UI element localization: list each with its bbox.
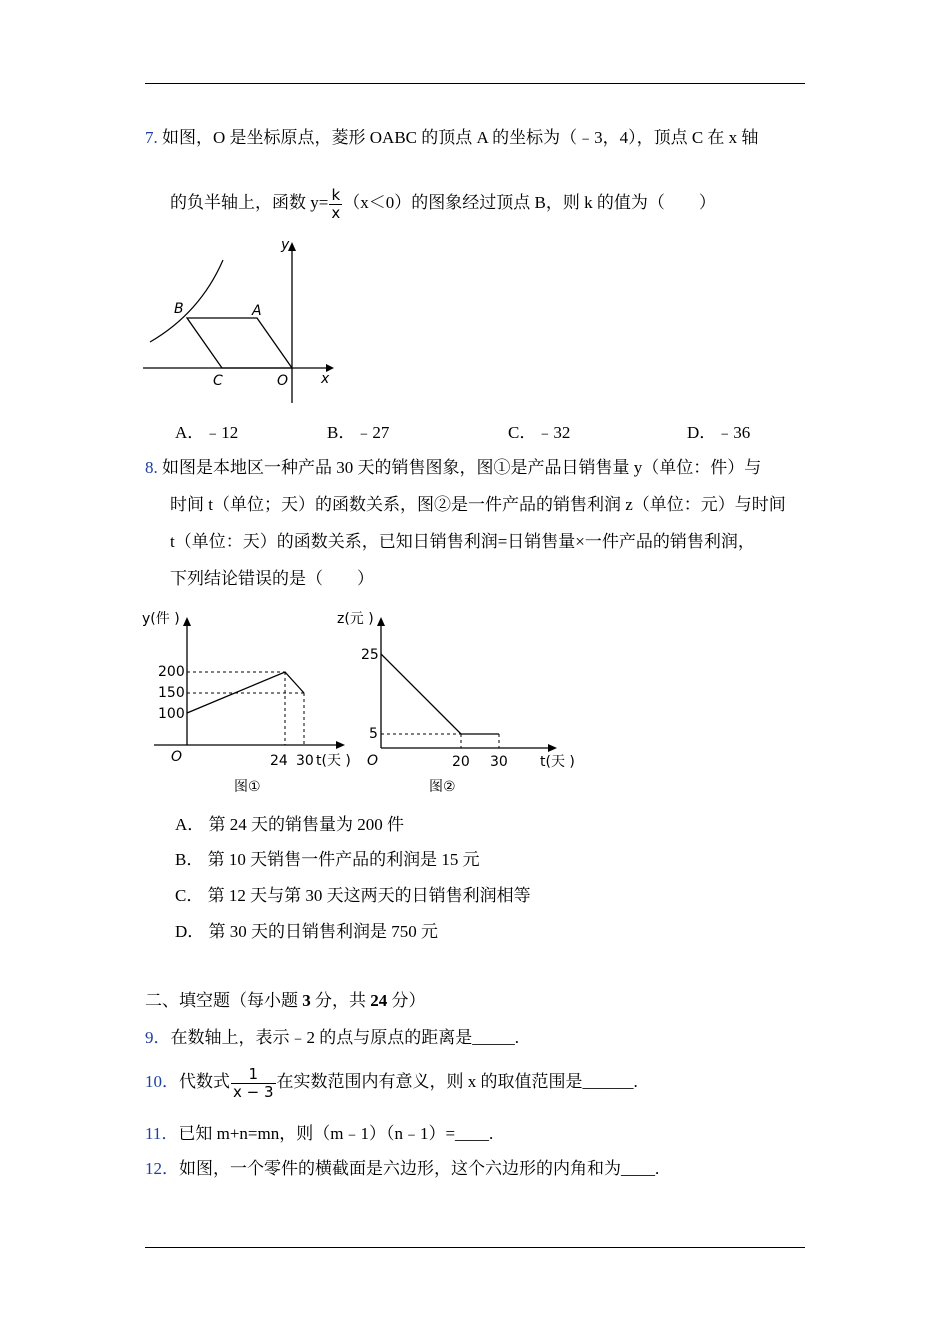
q12-text: 如图，一个零件的横截面是六边形，这个六边形的内角和为____. xyxy=(179,1159,660,1178)
header-rule xyxy=(145,83,805,84)
q7-frac-den: x xyxy=(331,203,341,222)
q8-figure-2 xyxy=(335,603,585,798)
q7-option-b: B．﹣27 xyxy=(327,423,390,442)
q7-text-line2-pre: 的负半轴上，函数 y= xyxy=(170,193,329,212)
footer-rule xyxy=(145,1247,805,1248)
q7-label-C: C xyxy=(213,373,223,389)
section2-heading xyxy=(145,990,426,1012)
q10-frac-den: x − 3 xyxy=(233,1082,274,1101)
q10-post: 在实数范围内有意义，则 x 的取值范围是______. xyxy=(276,1072,638,1091)
section2-points-total: 24 xyxy=(370,991,388,1010)
q8-line1 xyxy=(145,457,761,479)
fig2-y-arrow xyxy=(377,617,385,626)
q7-figure xyxy=(140,235,340,405)
q7-label-x: x xyxy=(321,371,330,387)
section2-post: 分） xyxy=(387,991,426,1010)
q9 xyxy=(145,1027,519,1049)
fig1-caption: 图① xyxy=(234,779,261,795)
q12-number: 12． xyxy=(145,1159,179,1178)
q8-option-b: B． 第 10 天销售一件产品的利润是 15 元 xyxy=(175,850,480,869)
q8-figure-1 xyxy=(140,603,360,798)
fig2-ytick-25: 25 xyxy=(361,647,379,663)
q7-option-a: A．﹣12 xyxy=(175,423,239,442)
fig2-origin: O xyxy=(367,753,379,769)
q12 xyxy=(145,1158,659,1180)
fig1-ytick-150: 150 xyxy=(158,685,185,701)
q7-hyperbola xyxy=(150,260,223,342)
q8-option-d: D． 第 30 天的日销售利润是 750 元 xyxy=(175,922,439,941)
fig2-xtick-20: 20 xyxy=(452,754,470,770)
fig1-xtick-24: 24 xyxy=(270,753,288,769)
q7-option-d: D．﹣36 xyxy=(687,423,751,442)
q7-text-line1: 如图，O 是坐标原点，菱形 OABC 的顶点 A 的坐标为（﹣3，4），顶点 C 在 x 轴 xyxy=(162,128,759,147)
q8-option-c: C． 第 12 天与第 30 天这两天的日销售利润相等 xyxy=(175,886,531,905)
fig1-ytick-200: 200 xyxy=(158,664,185,680)
q7-option-c: C．﹣32 xyxy=(508,423,571,442)
q7-label-y: y xyxy=(281,237,290,253)
q8-line4: 下列结论错误的是（ ） xyxy=(170,569,374,588)
q7-rhombus xyxy=(187,318,292,368)
q7-label-O: O xyxy=(277,373,289,389)
q11-number: 11． xyxy=(145,1124,179,1143)
fig2-ylabel: z(元 ) xyxy=(337,611,374,627)
fig1-origin: O xyxy=(171,749,183,765)
q7-text-line2-post: （x＜0）的图象经过顶点 B，则 k 的值为（ ） xyxy=(343,193,716,212)
fig2-xlabel: t(天 ) xyxy=(540,754,575,770)
q7-number: 7. xyxy=(145,128,158,147)
q11-text: 已知 m+n=mn，则（m﹣1）（n﹣1）=____. xyxy=(178,1124,494,1143)
fig1-ytick-100: 100 xyxy=(158,706,185,722)
fig2-x-arrow xyxy=(548,744,557,752)
q9-number: 9． xyxy=(145,1028,171,1047)
fig1-line xyxy=(187,672,304,713)
fig2-ytick-5: 5 xyxy=(369,726,378,742)
section2-pre: 二、填空题（每小题 xyxy=(145,991,303,1010)
q10-pre: 代数式 xyxy=(179,1072,230,1091)
fig2-line xyxy=(381,654,499,734)
q11 xyxy=(145,1123,493,1145)
fig2-caption: 图② xyxy=(429,779,456,795)
q7-label-B: B xyxy=(174,301,184,317)
q8-line3: t（单位：天）的函数关系，已知日销售利润=日销售量×一件产品的销售利润， xyxy=(170,532,755,551)
q8-text-line1: 如图是本地区一种产品 30 天的销售图象，图①是产品日销售量 y（单位：件）与 xyxy=(162,458,762,477)
q10-number: 10． xyxy=(145,1072,179,1091)
section2-points-each: 3 xyxy=(302,991,311,1010)
q8-option-a: A． 第 24 天的销售量为 200 件 xyxy=(175,815,405,834)
fig1-y-arrow xyxy=(183,617,191,626)
q10-frac-num: 1 xyxy=(231,1066,276,1084)
fig1-xlabel: t(天 ) xyxy=(316,753,351,769)
q7-fraction xyxy=(329,187,342,222)
q10-fraction xyxy=(231,1066,276,1101)
fig2-xtick-30: 30 xyxy=(490,754,508,770)
q7-line2 xyxy=(170,185,716,222)
fig1-ylabel: y(件 ) xyxy=(142,611,180,627)
q8-line2: 时间 t（单位；天）的函数关系，图②是一件产品的销售利润 z（单位：元）与时间 xyxy=(170,495,786,514)
q8-number: 8. xyxy=(145,458,158,477)
q7-frac-num: k xyxy=(329,187,342,205)
fig1-xtick-30: 30 xyxy=(296,753,314,769)
section2-mid: 分，共 xyxy=(310,991,371,1010)
q7-line1 xyxy=(145,127,758,149)
q7-label-A: A xyxy=(252,303,262,319)
q9-text: 在数轴上，表示﹣2 的点与原点的距离是_____. xyxy=(170,1028,519,1047)
q10 xyxy=(145,1062,638,1102)
